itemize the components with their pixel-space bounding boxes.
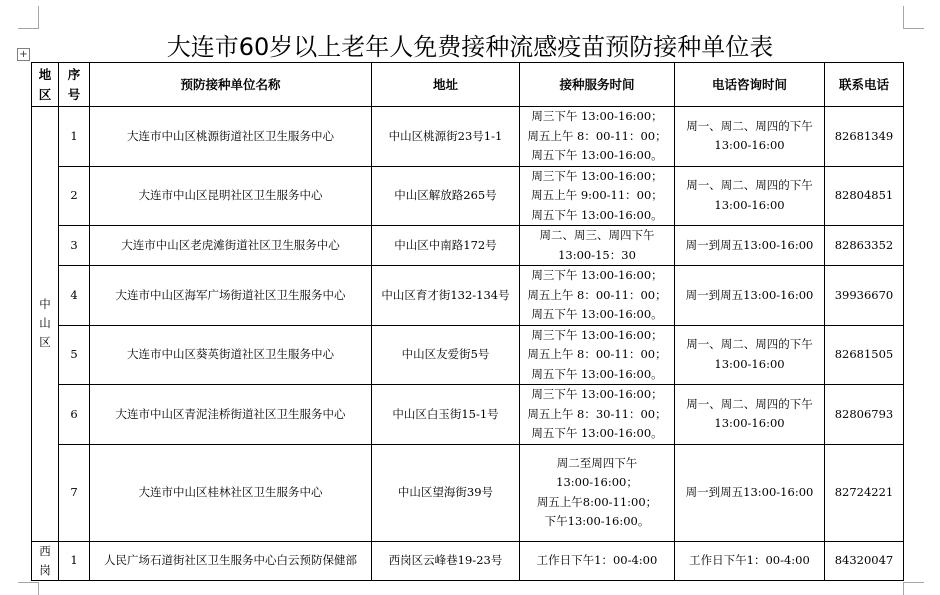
row-number: 2 (59, 166, 90, 226)
contact-phone: 82724221 (825, 444, 904, 541)
consult-time (675, 166, 825, 226)
table-body (32, 107, 904, 581)
unit-address: 中山区白玉街15-1号 (372, 385, 520, 445)
header-number-label: 序号 (67, 66, 81, 102)
district-cell (32, 107, 59, 542)
consult-time (675, 444, 825, 541)
service-time-line: 周五下午 13:00-16:00。 (531, 426, 663, 440)
header-phone: 联系电话 (825, 63, 904, 107)
table-row (32, 541, 904, 581)
district-cell (32, 541, 59, 581)
unit-address: 西岗区云峰巷19-23号 (372, 541, 520, 581)
consult-time (675, 266, 825, 326)
service-time-line: 周五上午 8：00-11：00； (527, 347, 667, 361)
service-time-line: 周三下午 13:00-16:00； (531, 168, 663, 183)
header-number (59, 63, 90, 107)
service-time-line: 周五上午 8：00-11：00； (527, 287, 667, 302)
consult-time (675, 226, 825, 266)
service-time (520, 266, 675, 326)
consult-time-line: 13:00-16:00 (714, 356, 785, 371)
contact-phone: 39936670 (825, 266, 904, 326)
row-number: 1 (59, 107, 90, 167)
service-time-line: 13:00-16:00； (556, 475, 638, 489)
service-time-line: 周二至周四下午 (556, 455, 638, 470)
service-time-line: 周三下午 13:00-16:00； (531, 109, 663, 123)
service-time-line: 周三下午 13:00-16:00； (531, 327, 663, 342)
row-number: 6 (59, 385, 90, 445)
service-time-line: 周三下午 13:00-16:00； (531, 387, 663, 401)
unit-name: 大连市中山区青泥洼桥街道社区卫生服务中心 (90, 385, 372, 445)
table-row (32, 444, 904, 541)
service-time (520, 444, 675, 541)
consult-time-line: 周一、周二、周四的下午 (686, 396, 813, 411)
service-time (520, 325, 675, 385)
row-number: 3 (59, 226, 90, 266)
unit-name: 大连市中山区昆明社区卫生服务中心 (90, 166, 372, 226)
page-corner-bottom-left (18, 582, 39, 595)
unit-name: 大连市中山区老虎滩街道社区卫生服务中心 (90, 226, 372, 266)
unit-address: 中山区桃源街23号1-1 (372, 107, 520, 167)
service-time (520, 166, 675, 226)
consult-time-line: 周一、周二、周四的下午 (686, 337, 813, 352)
header-district (32, 63, 59, 107)
header-district-label: 地区 (38, 66, 52, 102)
page-corner-top-right (903, 6, 924, 29)
page-corner-bottom-right (903, 582, 924, 595)
contact-phone: 82863352 (825, 226, 904, 266)
consult-time-line: 周一、周二、周四的下午 (686, 178, 813, 193)
unit-name: 大连市中山区桃源街道社区卫生服务中心 (90, 107, 372, 167)
service-time (520, 541, 675, 581)
table-header-row (32, 63, 904, 107)
consult-time-line: 周一到周五13:00-16:00 (685, 484, 814, 499)
service-time-line: 周五上午 8：30-11：00； (527, 406, 667, 421)
service-time-line: 周五上午 8：00-11：00； (527, 128, 667, 143)
row-number: 5 (59, 325, 90, 385)
unit-name: 人民广场石道街社区卫生服务中心白云预防保健部 (90, 541, 372, 581)
table-row (32, 107, 904, 167)
consult-time-line: 13:00-16:00 (714, 138, 785, 153)
consult-time-line: 工作日下午1：00-4:00 (689, 553, 810, 567)
contact-phone: 84320047 (825, 541, 904, 581)
header-service-time: 接种服务时间 (520, 63, 675, 107)
service-time-line: 周五上午8:00-11:00； (536, 494, 658, 509)
district-label: 西岗 (39, 543, 51, 577)
contact-phone: 82804851 (825, 166, 904, 226)
service-time-line: 周五下午 13:00-16:00。 (531, 366, 663, 381)
service-time-line: 周五下午 13:00-16:00。 (531, 148, 663, 162)
consult-time-line: 周一、周二、周四的下午 (686, 118, 813, 133)
consult-time (675, 107, 825, 167)
unit-address: 中山区育才街132-134号 (372, 266, 520, 326)
consult-time (675, 385, 825, 445)
consult-time-line: 周一到周五13:00-16:00 (685, 287, 814, 302)
service-time-line: 周五下午 13:00-16:00。 (531, 207, 663, 222)
unit-name: 大连市中山区海军广场街道社区卫生服务中心 (90, 266, 372, 326)
unit-address: 中山区解放路265号 (372, 166, 520, 226)
table-row (32, 325, 904, 385)
service-time (520, 226, 675, 266)
table-move-handle-icon[interactable]: + (17, 48, 30, 61)
consult-time-line: 周一到周五13:00-16:00 (685, 237, 814, 252)
table-row (32, 385, 904, 445)
consult-time-line: 13:00-16:00 (714, 416, 785, 431)
table-row (32, 166, 904, 226)
service-time (520, 107, 675, 167)
district-label: 中山区 (39, 297, 51, 349)
header-consult-time: 电话咨询时间 (675, 63, 825, 107)
service-time-line: 周二、周三、周四下午 (539, 228, 655, 242)
unit-name: 大连市中山区桂林社区卫生服务中心 (90, 444, 372, 541)
row-number: 1 (59, 541, 90, 581)
table-row (32, 226, 904, 266)
service-time-line: 周五上午 9:00-11：00； (531, 188, 663, 202)
contact-phone: 82806793 (825, 385, 904, 445)
contact-phone: 82681349 (825, 107, 904, 167)
unit-address: 中山区友爱街5号 (372, 325, 520, 385)
vaccination-sites-table (31, 62, 904, 581)
service-time (520, 385, 675, 445)
service-time-line: 下午13:00-16:00。 (544, 514, 650, 528)
header-address: 地址 (372, 63, 520, 107)
row-number: 7 (59, 444, 90, 541)
consult-time (675, 325, 825, 385)
page-corner-top-left (18, 6, 39, 29)
service-time-line: 13:00-15：30 (558, 247, 636, 262)
consult-time-line: 13:00-16:00 (714, 197, 785, 212)
unit-name: 大连市中山区葵英街道社区卫生服务中心 (90, 325, 372, 385)
service-time-line: 工作日下午1：00-4:00 (536, 553, 658, 567)
header-unit-name: 预防接种单位名称 (90, 63, 372, 107)
contact-phone: 82681505 (825, 325, 904, 385)
unit-address: 中山区望海街39号 (372, 444, 520, 541)
service-time-line: 周三下午 13:00-16:00； (531, 268, 663, 282)
row-number: 4 (59, 266, 90, 326)
document-title: 大连市60岁以上老年人免费接种流感疫苗预防接种单位表 (166, 33, 774, 61)
consult-time (675, 541, 825, 581)
table-row (32, 266, 904, 326)
service-time-line: 周五下午 13:00-16:00。 (531, 307, 663, 321)
unit-address: 中山区中南路172号 (372, 226, 520, 266)
